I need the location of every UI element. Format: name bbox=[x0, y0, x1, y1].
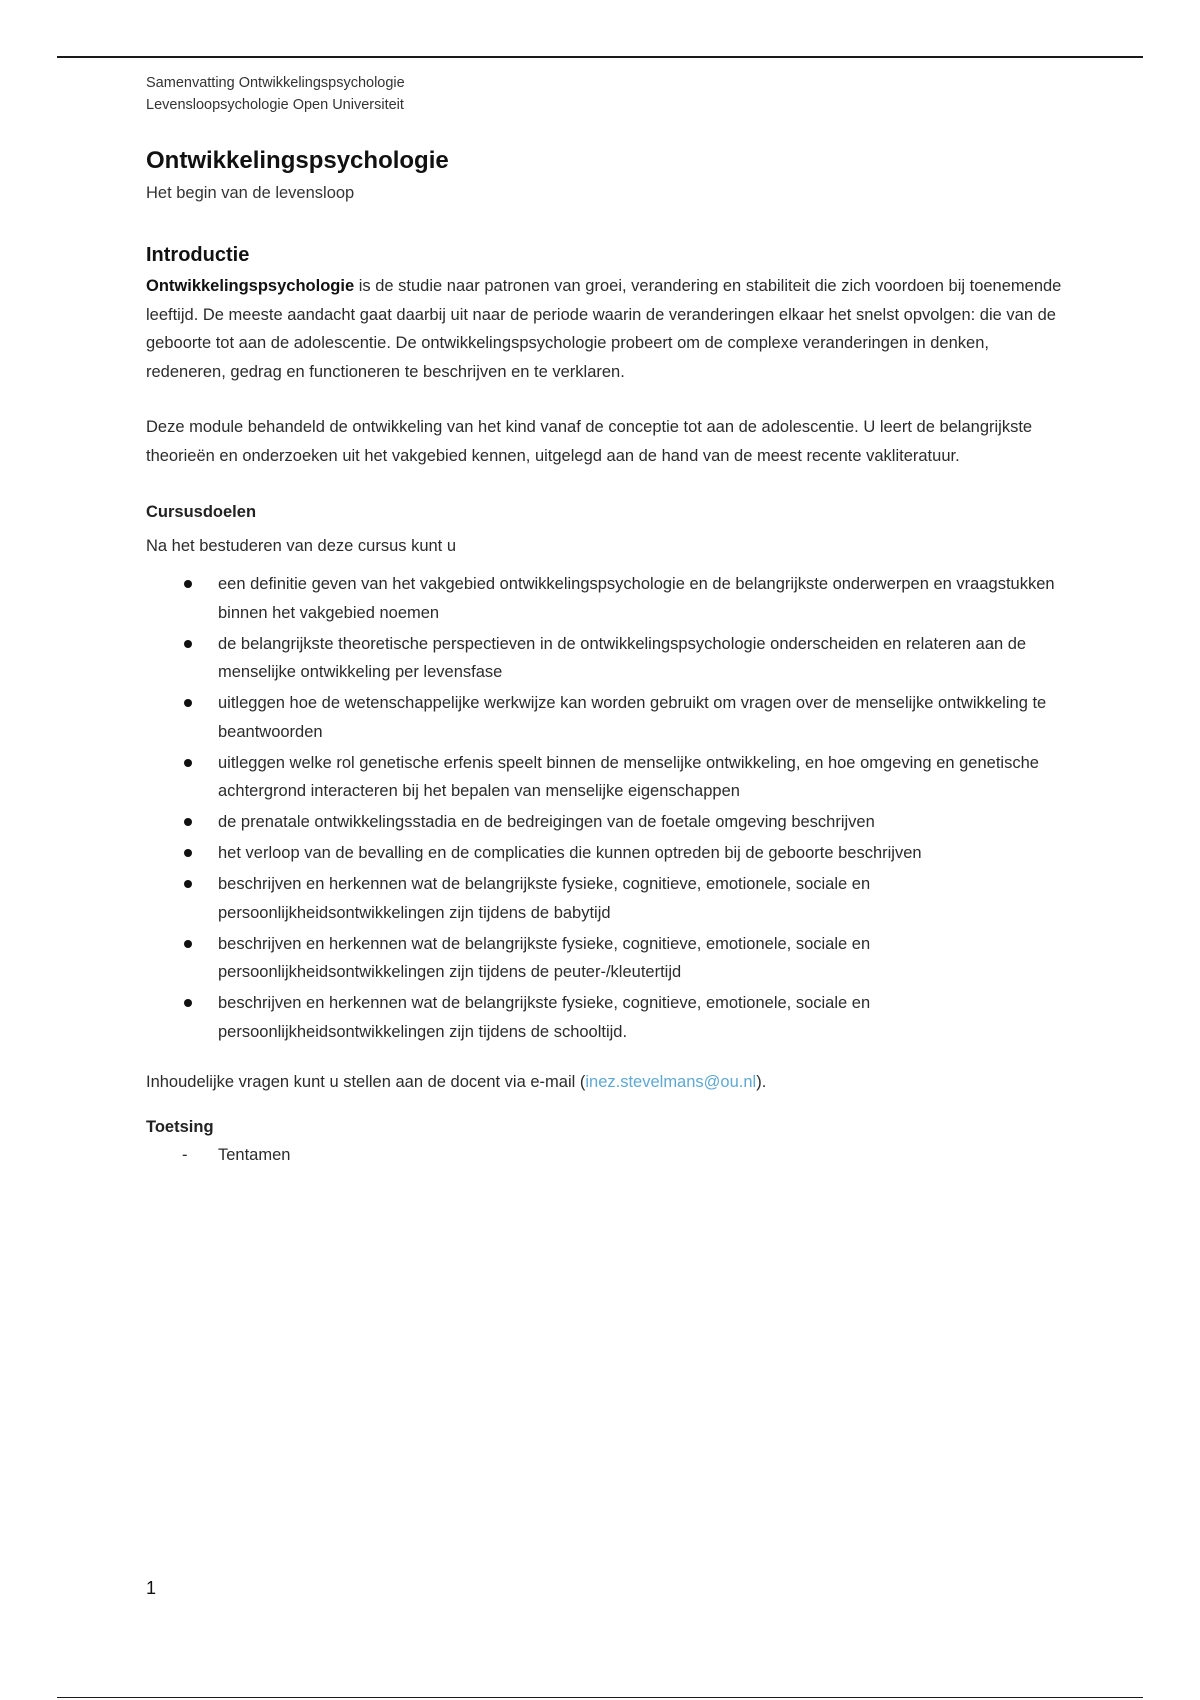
bullet-icon bbox=[184, 759, 192, 767]
intro-paragraph-1-text: is de studie naar patronen van groei, verandering en stabiliteit die zich voordoen bij toenemende leeftijd. De meeste aandacht gaat daarbij uit naar de periode waarin de veranderingen elkaar het snelst opvolgen: die van de geboorte tot aan de adolescentie. De ontwikkelingspsychologie probeert om de complexe veranderingen in denken, redeneren, gedrag en functioneren te beschrijven en te verklaren. bbox=[146, 277, 1062, 381]
document-title: Ontwikkelingspsychologie bbox=[146, 147, 449, 174]
page-number: 1 bbox=[146, 1578, 157, 1598]
goal-text: uitleggen hoe de wetenschappelijke werkwijze kan worden gebruikt om vragen over de menselijke ontwikkeling te beantwoorden bbox=[218, 694, 1047, 741]
assessment-heading: Toetsing bbox=[146, 1118, 214, 1136]
bottom-rule bbox=[57, 1697, 1143, 1698]
list-item bbox=[146, 839, 1066, 868]
bullet-icon bbox=[184, 640, 192, 648]
goal-text: een definitie geven van het vakgebied ontwikkelingspsychologie en de belangrijkste onderwerpen en vraagstukken binnen het vakgebied noemen bbox=[218, 575, 1055, 622]
list-item bbox=[146, 1142, 1066, 1168]
list-item bbox=[146, 689, 1066, 746]
header-line-1: Samenvatting Ontwikkelingspsychologie bbox=[146, 75, 405, 91]
header-line-2: Levensloopsychologie Open Universiteit bbox=[146, 97, 404, 113]
intro-term: Ontwikkelingspsychologie bbox=[146, 277, 355, 295]
contact-line bbox=[146, 1068, 1066, 1096]
top-rule bbox=[57, 56, 1143, 58]
goal-text: beschrijven en herkennen wat de belangrijkste fysieke, cognitieve, emotionele, sociale en persoonlijkheidsontwikkelingen zijn tijdens de babytijd bbox=[218, 875, 871, 922]
contact-text-after: ). bbox=[756, 1073, 767, 1091]
running-header bbox=[146, 72, 1066, 116]
contact-text-before: Inhoudelijke vragen kunt u stellen aan de docent via e-mail ( bbox=[146, 1073, 586, 1091]
list-item bbox=[146, 989, 1066, 1046]
bullet-icon bbox=[184, 699, 192, 707]
assessment-list bbox=[146, 1142, 1066, 1168]
goals-heading: Cursusdoelen bbox=[146, 503, 257, 521]
email-link[interactable]: inez.stevelmans@ou.nl bbox=[585, 1073, 757, 1091]
list-item bbox=[146, 808, 1066, 837]
goal-text: de belangrijkste theoretische perspectieven in de ontwikkelingspsychologie onderscheiden en relateren aan de menselijke ontwikkeling per levensfase bbox=[218, 634, 1027, 681]
page-content bbox=[146, 72, 1066, 1168]
intro-paragraph-1 bbox=[146, 272, 1066, 386]
bullet-icon bbox=[184, 880, 192, 888]
list-item bbox=[146, 630, 1066, 687]
goal-text: uitleggen welke rol genetische erfenis speelt binnen de menselijke ontwikkeling, en hoe omgeving en genetische achtergrond interacteren bij het bepalen van menselijke eigenschappen bbox=[218, 753, 1039, 800]
intro-paragraph-2: Deze module behandeld de ontwikkeling van het kind vanaf de conceptie tot aan de adolescentie. U leert de belangrijkste theorieën en onderzoeken uit het vakgebied kennen, uitgelegd aan de hand van de meest recente vakliteratuur. bbox=[146, 418, 1033, 465]
document-subtitle: Het begin van de levensloop bbox=[146, 184, 355, 202]
goal-text: beschrijven en herkennen wat de belangrijkste fysieke, cognitieve, emotionele, sociale en persoonlijkheidsontwikkelingen zijn tijdens de schooltijd. bbox=[218, 994, 871, 1041]
goal-text: de prenatale ontwikkelingsstadia en de bedreigingen van de foetale omgeving beschrijven bbox=[218, 813, 875, 831]
list-item bbox=[146, 749, 1066, 806]
goals-intro: Na het bestuderen van deze cursus kunt u bbox=[146, 537, 457, 555]
list-item bbox=[146, 870, 1066, 927]
bullet-icon bbox=[184, 818, 192, 826]
bullet-icon bbox=[184, 999, 192, 1007]
goal-text: het verloop van de bevalling en de complicaties die kunnen optreden bij de geboorte beschrijven bbox=[218, 844, 922, 862]
assessment-item: Tentamen bbox=[218, 1146, 291, 1164]
dash-icon: - bbox=[182, 1146, 188, 1164]
goals-list bbox=[146, 570, 1066, 1046]
bullet-icon bbox=[184, 580, 192, 588]
list-item bbox=[146, 570, 1066, 627]
goal-text: beschrijven en herkennen wat de belangrijkste fysieke, cognitieve, emotionele, sociale en persoonlijkheidsontwikkelingen zijn tijdens de peuter-/kleutertijd bbox=[218, 934, 871, 981]
bullet-icon bbox=[184, 849, 192, 857]
bullet-icon bbox=[184, 940, 192, 948]
intro-heading: Introductie bbox=[146, 244, 250, 266]
list-item bbox=[146, 930, 1066, 987]
